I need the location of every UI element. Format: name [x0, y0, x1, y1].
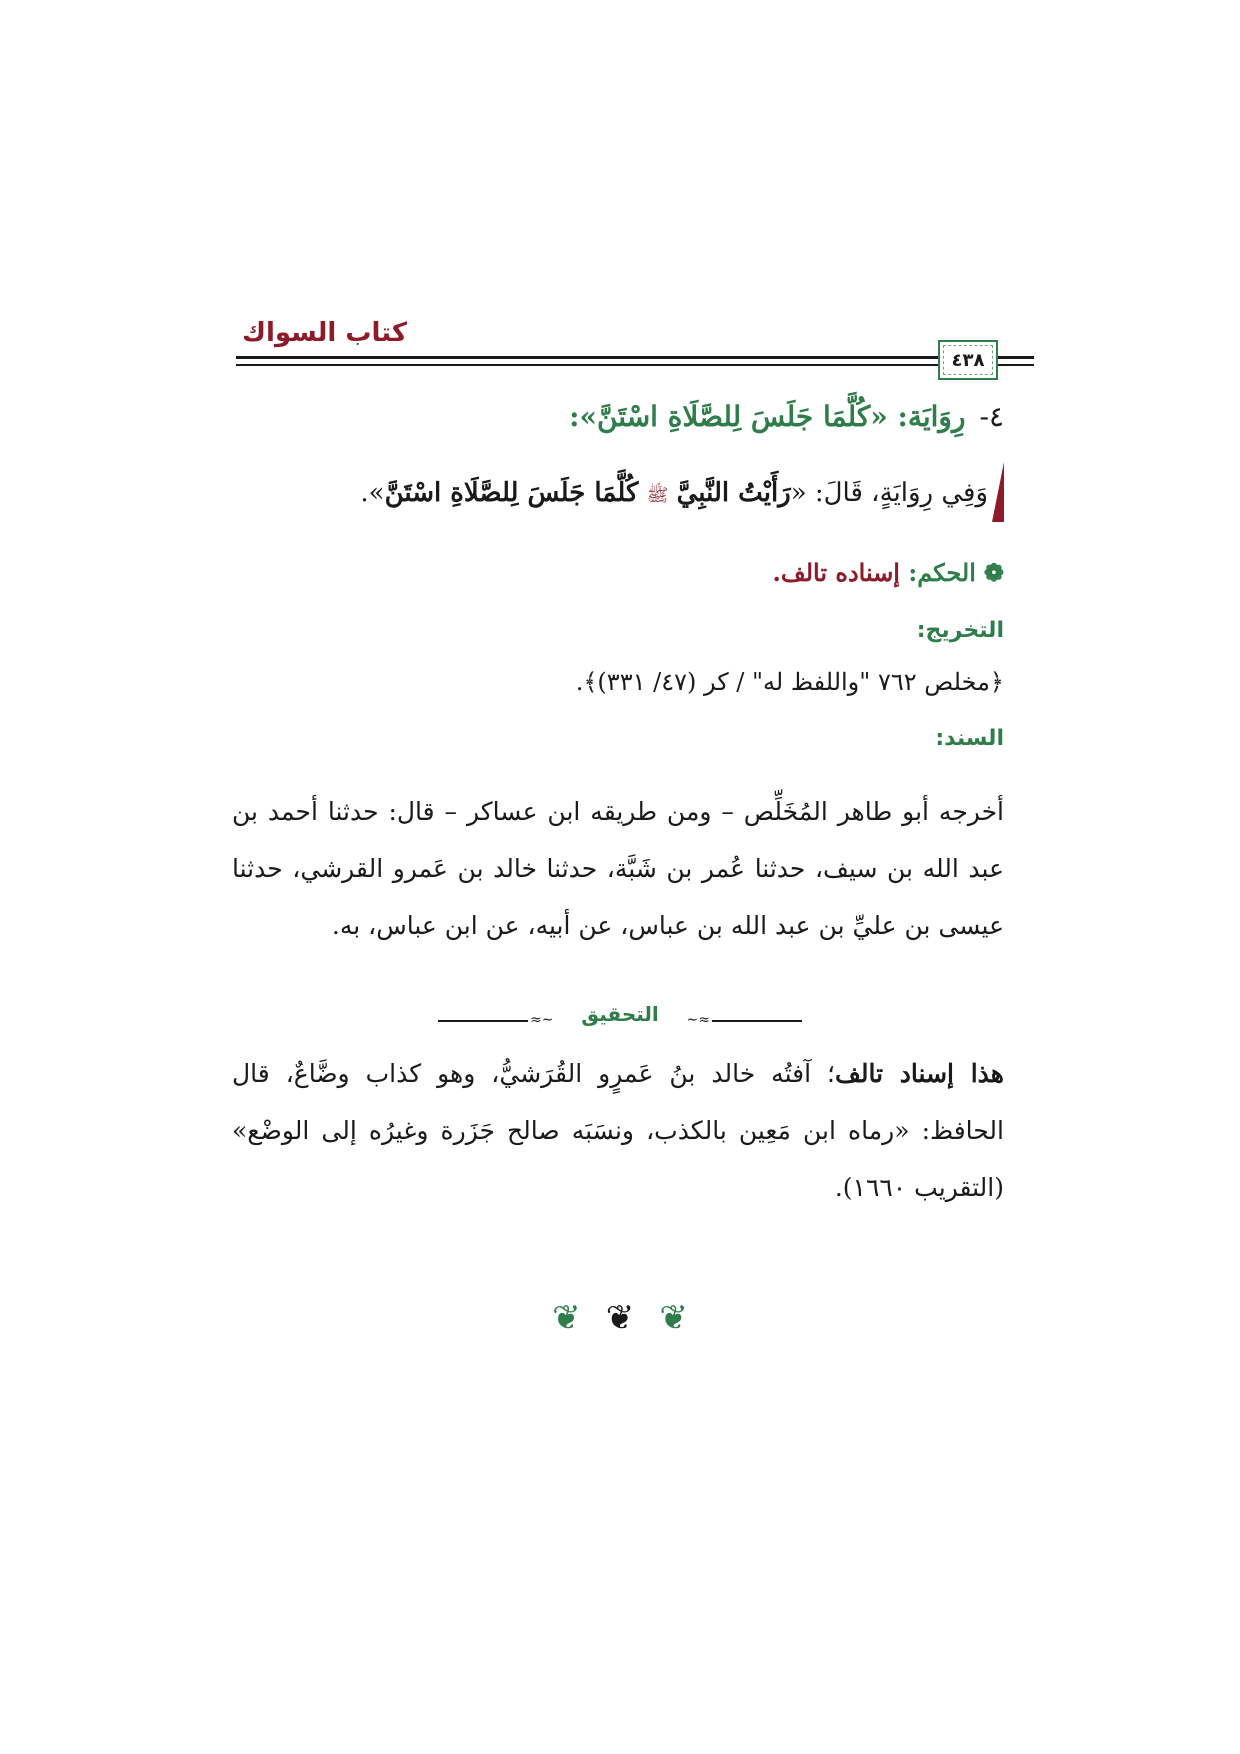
narration-saw: رَأَيْتُ النَّبِيَّ	[676, 478, 791, 508]
narration-end: ».	[360, 478, 385, 508]
divider-ornament-right-icon: ≈∽	[686, 1012, 710, 1028]
section-title: رِوَايَة: «كُلَّمَا جَلَسَ لِلصَّلَاةِ اسْتَنَّ»:	[569, 400, 966, 433]
book-title: كتاب السواك	[242, 318, 407, 348]
ruling-value: إسناده تالف.	[772, 558, 900, 587]
sanad-label: السند:	[935, 726, 1004, 751]
tahqiq-heading: التحقيق	[581, 1002, 659, 1026]
section-number: ٤-	[979, 400, 1004, 433]
header-rule-stub	[1004, 356, 1034, 359]
sanad-paragraph: أخرجه أبو طاهر المُخَلِّص – ومن طريقه ابن عساكر – قال: حدثنا أحمد بن عبد الله بن سيف، حدثنا عُمر بن شَبَّة، حدثنا خالد بن عَمرو القرشي، حدثنا عيسى بن عليِّ بن عبد الله بن عباس، عن أبيه، عن ابن عباس، به.	[232, 797, 1004, 940]
page-number-frame	[938, 340, 998, 380]
tahqiq-text: ؛ آفتُه خالد بنُ عَمرٍو القُرَشيُّ، وهو كذاب وضَّاعٌ، قال الحافظ: «رماه ابن مَعِين بالكذب، ونسَبَه صالح جَزَرة وغيرُه إلى الوضْع» (التقريب ١٦٦٠).	[232, 1059, 1004, 1202]
tahqiq-lead: هذا إسناد تالف	[834, 1059, 1004, 1088]
ruling-label: الحكم:	[908, 558, 976, 587]
ruling	[773, 558, 1004, 587]
floral-ornament-icon: ❦	[552, 1298, 581, 1338]
corner-decoration-icon	[992, 462, 1004, 522]
tahqiq-divider	[438, 1002, 802, 1030]
takhrij-text: ﴿مخلص ٧٦٢ "واللفظ له" / كر (٤٧/ ٣٣١)﴾.	[575, 668, 1004, 696]
header-rule	[236, 356, 1004, 359]
header-rule-stub-secondary	[1004, 364, 1034, 366]
tahqiq-paragraph	[232, 1045, 1004, 1216]
floral-ornament-icon: ❦	[605, 1298, 635, 1338]
takhrij-label: التخريج:	[916, 618, 1004, 643]
narration-text	[360, 478, 988, 510]
divider-ornament-left-icon: ∽≈	[530, 1012, 554, 1028]
end-ornaments	[0, 1298, 1240, 1338]
divider-bar-left	[438, 1020, 528, 1022]
narration-intro: وَفِي رِوَايَةٍ، قَالَ: «	[790, 478, 988, 508]
section-heading	[569, 400, 1004, 433]
page-number: ٤٣٨	[951, 349, 985, 371]
salutation-icon: ﷺ	[646, 485, 669, 506]
narration-hadith: كُلَّمَا جَلَسَ لِلصَّلَاةِ اسْتَنَّ	[384, 478, 639, 508]
floral-ornament-icon: ❦	[659, 1298, 688, 1338]
flower-icon: ❁	[983, 558, 1004, 587]
header-rule-secondary	[236, 364, 1004, 366]
